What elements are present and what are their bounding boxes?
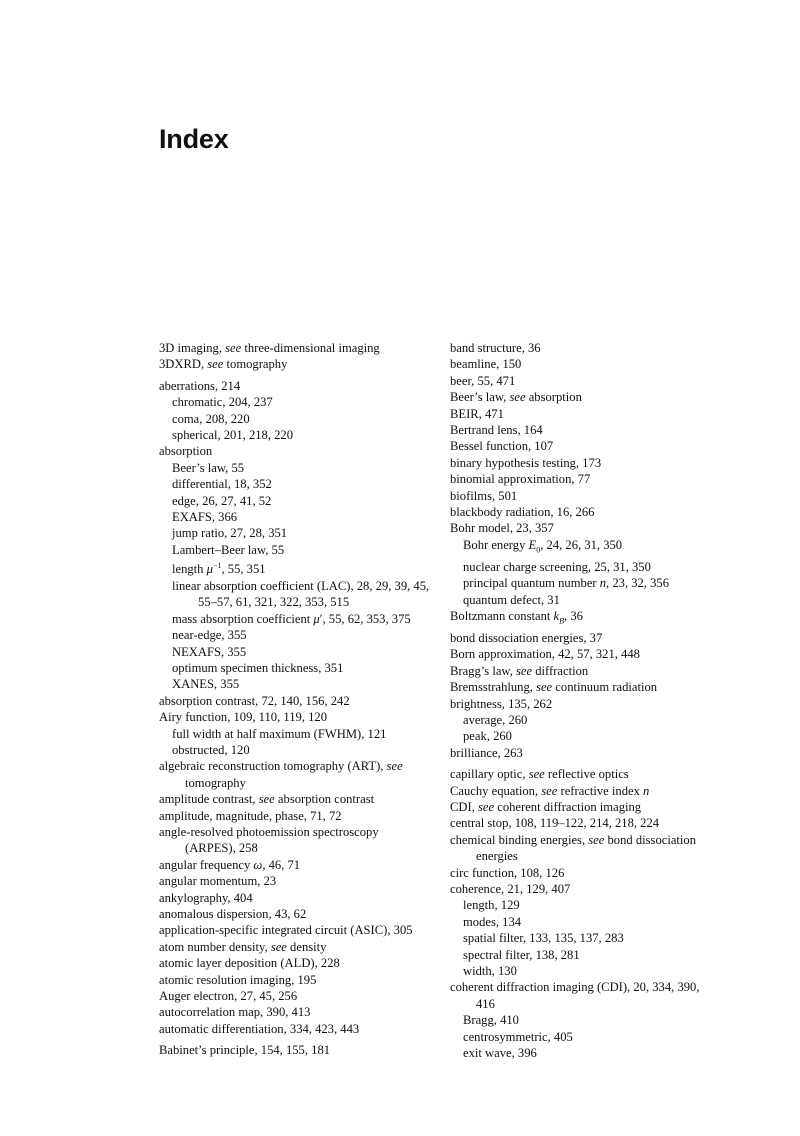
index-subentry: optimum specimen thickness, 351: [172, 660, 344, 675]
index-entry: binomial approximation, 77: [450, 472, 591, 487]
index-entry: Bragg’s law, see diffraction: [450, 663, 589, 678]
index-entry: automatic differentiation, 334, 423, 443: [159, 1021, 360, 1036]
index-subentry: Bragg, 410: [463, 1013, 519, 1028]
index-entry: binary hypothesis testing, 173: [450, 455, 602, 470]
index-entry: CDI, see coherent diffraction imaging: [450, 800, 642, 814]
index-entry: Boltzmann constant $k_B$, 36: [450, 609, 583, 626]
index-subentry: chromatic, 204, 237: [172, 395, 273, 410]
index-entry: band structure, 36: [450, 341, 541, 355]
index-entry: Babinet’s principle, 154, 155, 181: [159, 1043, 331, 1058]
index-subentry: width, 130: [463, 964, 517, 979]
index-subentry: obstructed, 120: [172, 742, 250, 757]
index-subentry: peak, 260: [463, 729, 512, 744]
index-entry: central stop, 108, 119–122, 214, 218, 224: [450, 816, 660, 831]
index-subentry: near-edge, 355: [172, 628, 247, 643]
index-subentry: coma, 208, 220: [172, 411, 250, 426]
index-subentry: principal quantum number n, 23, 32, 356: [463, 576, 670, 591]
index-subentry: jump ratio, 27, 28, 351: [172, 526, 288, 541]
index-entry: 3DXRD, see tomography: [159, 357, 288, 372]
index-entry: absorption: [159, 444, 213, 459]
index-entry: Bohr model, 23, 357: [450, 521, 554, 536]
index-subentry: differential, 18, 352: [172, 477, 272, 492]
index-entry: atomic resolution imaging, 195: [159, 972, 317, 987]
index-entry: absorption contrast, 72, 140, 156, 242: [159, 693, 350, 708]
index-subentry: Lambert–Beer law, 55: [172, 542, 285, 557]
index-entry: aberrations, 214: [159, 378, 241, 393]
index-entry: Airy function, 109, 110, 119, 120: [159, 710, 328, 725]
index-entry: Bertrand lens, 164: [450, 423, 543, 438]
index-subentry: exit wave, 396: [463, 1046, 537, 1061]
index-entry: amplitude, magnitude, phase, 71, 72: [159, 808, 342, 823]
page-title: Index: [159, 124, 229, 154]
index-entry: Bremsstrahlung, see continuum radiation: [450, 680, 658, 695]
index-subentry: spectral filter, 138, 281: [463, 947, 580, 962]
index-subentry: EXAFS, 366: [172, 510, 238, 525]
index-subentry: length $\mu^{-1}$, 55, 351: [172, 561, 266, 577]
index-subentry: full width at half maximum (FWHM), 121: [172, 726, 387, 741]
index-entry: Beer’s law, see absorption: [450, 390, 582, 405]
index-entry: blackbody radiation, 16, 266: [450, 505, 595, 520]
index-subentry: spatial filter, 133, 135, 137, 283: [463, 931, 624, 946]
index-entry: atom number density, see density: [159, 939, 327, 954]
index-subentry: centrosymmetric, 405: [463, 1029, 573, 1044]
index-entry: 3D imaging, see three-dimensional imaging: [159, 341, 380, 355]
index-entry: brilliance, 263: [450, 745, 523, 760]
index-entry: beamline, 150: [450, 357, 522, 372]
index-entry: coherent diffraction imaging (CDI), 20, 334, 390, 416: [450, 980, 700, 1011]
index-entry: bond dissociation energies, 37: [450, 630, 603, 645]
index-column-right: [450, 340, 718, 1062]
index-entry: angular momentum, 23: [159, 874, 277, 889]
index-entry: algebraic reconstruction tomography (ART), see tomography: [159, 759, 403, 790]
index-subentry: length, 129: [463, 898, 520, 913]
index-entry: application-specific integrated circuit (ASIC), 305: [159, 923, 413, 938]
index-subentry: mass absorption coefficient μ′, 55, 62, 353, 375: [172, 611, 411, 626]
index-entry: anomalous dispersion, 43, 62: [159, 907, 307, 921]
index-entry: Cauchy equation, see refractive index n: [450, 783, 650, 798]
index-subentry: linear absorption coefficient (LAC), 28, 29, 39, 45, 55–57, 61, 321, 322, 353, 515: [172, 578, 430, 610]
index-subentry: Bohr energy $E_0$, 24, 26, 31, 350: [463, 537, 623, 555]
index-entry: ankylography, 404: [159, 890, 253, 905]
index-entry: coherence, 21, 129, 407: [450, 882, 571, 897]
index-entry: amplitude contrast, see absorption contrast: [159, 792, 375, 807]
index-subentry: NEXAFS, 355: [172, 644, 247, 659]
index-entry: chemical binding energies, see bond dissociation energies: [450, 832, 697, 864]
index-subentry: Beer’s law, 55: [172, 460, 245, 475]
index-column-left: [159, 340, 431, 1059]
index-entry: Born approximation, 42, 57, 321, 448: [450, 647, 640, 662]
index-entry: angular frequency ω, 46, 71: [159, 857, 301, 872]
index-entry: atomic layer deposition (ALD), 228: [159, 956, 340, 971]
index-entry: Auger electron, 27, 45, 256: [159, 989, 298, 1004]
index-entry: autocorrelation map, 390, 413: [159, 1005, 311, 1020]
index-entry: angle-resolved photoemission spectroscopy (ARPES), 258: [159, 824, 379, 856]
index-subentry: average, 260: [463, 712, 528, 727]
index-subentry: XANES, 355: [172, 677, 240, 692]
index-subentry: nuclear charge screening, 25, 31, 350: [463, 559, 651, 574]
index-entry: circ function, 108, 126: [450, 865, 565, 880]
index-subentry: modes, 134: [463, 914, 522, 929]
index-entry: capillary optic, see reflective optics: [450, 767, 629, 782]
index-subentry: quantum defect, 31: [463, 592, 560, 607]
index-entry: brightness, 135, 262: [450, 696, 553, 711]
index-entry: BEIR, 471: [450, 406, 504, 421]
index-subentry: spherical, 201, 218, 220: [172, 428, 294, 443]
index-entry: beer, 55, 471: [450, 373, 516, 388]
index-entry: biofilms, 501: [450, 488, 518, 503]
index-subentry: edge, 26, 27, 41, 52: [172, 493, 272, 508]
index-entry: Bessel function, 107: [450, 439, 554, 454]
